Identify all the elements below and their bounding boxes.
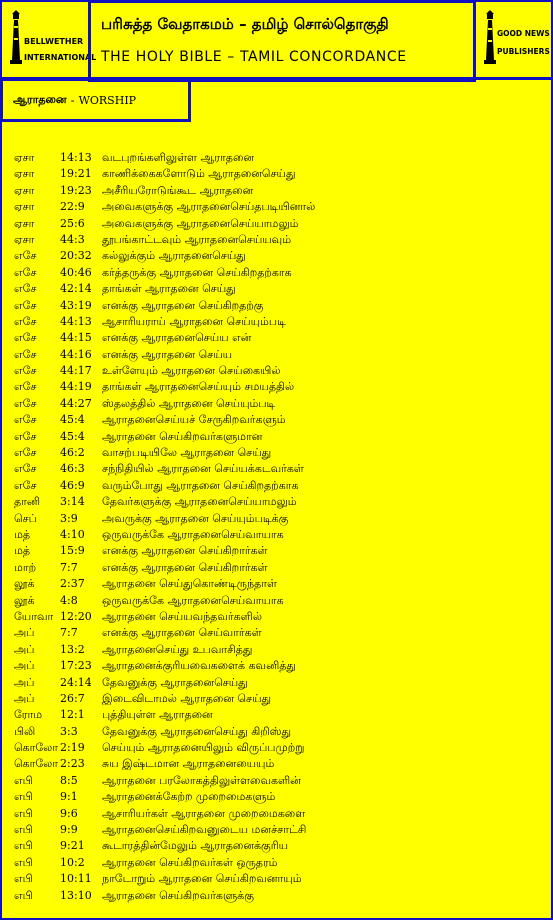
list-item	[0, 576, 553, 592]
verse-text: செய்யும் ஆராதனையிலும் விருப்பமுற்று	[102, 741, 305, 755]
verse-reference: 19:23	[60, 183, 92, 197]
verse-reference: 24:14	[60, 675, 92, 689]
book-name: ரோம	[14, 708, 43, 722]
book-name: எபி	[14, 855, 33, 869]
verse-reference: 22:9	[60, 200, 85, 214]
book-name: எபி	[14, 888, 33, 902]
title-box	[88, 0, 476, 82]
verse-reference: 44:19	[60, 380, 92, 394]
list-item	[0, 543, 553, 559]
book-name: எபி	[14, 790, 33, 804]
list-item	[0, 494, 553, 510]
title-tamil: பரிசுத்த வேதாகமம் – தமிழ் சொல்தொகுதி	[101, 15, 389, 33]
book-name: மத்	[14, 544, 31, 558]
verse-text: சந்நிதியில் ஆராதனை செய்யக்கடவர்கள்	[102, 462, 304, 476]
book-name: எசே	[14, 380, 37, 394]
verse-reference: 4:10	[60, 527, 85, 541]
book-name: அப்	[14, 659, 35, 673]
list-item	[0, 150, 553, 166]
list-item	[0, 265, 553, 281]
verse-text: தாங்கள் ஆராதனை செய்து	[102, 282, 236, 296]
book-name: தானி	[14, 495, 41, 509]
list-item	[0, 314, 553, 330]
verse-reference: 7:7	[60, 560, 78, 574]
verse-text: ஆராதனை பரலோகத்திலுள்ளவைகளின்	[102, 773, 301, 787]
verse-reference: 9:9	[60, 823, 78, 837]
book-name: யோவா	[14, 609, 54, 623]
book-name: கொலோ	[14, 757, 59, 771]
book-name: எசே	[14, 462, 37, 476]
verse-reference: 17:23	[60, 659, 92, 673]
list-item	[0, 396, 553, 412]
verse-text: வாசற்படியிலே ஆராதனை செய்து	[102, 446, 272, 460]
verse-reference: 44:3	[60, 232, 85, 246]
title-english: THE HOLY BIBLE – TAMIL CONCORDANCE	[101, 49, 407, 65]
list-item	[0, 511, 553, 527]
list-item	[0, 166, 553, 182]
book-name: அப்	[14, 675, 35, 689]
verse-text: தேவனுக்கு ஆராதனைசெய்து	[102, 675, 248, 689]
verse-reference: 9:21	[60, 839, 85, 853]
list-item	[0, 478, 553, 494]
list-item	[0, 756, 553, 772]
book-name: மாற்	[14, 560, 37, 574]
list-item	[0, 298, 553, 314]
verse-text: காணிக்கைகளோடும் ஆராதனைசெய்து	[102, 167, 296, 181]
verse-reference: 10:11	[60, 872, 92, 886]
verse-text: கூடாரத்தின்மேலும் ஆராதனைக்குரிய	[102, 839, 289, 853]
list-item	[0, 199, 553, 215]
verse-reference: 45:4	[60, 429, 85, 443]
list-item	[0, 429, 553, 445]
verse-text: ஆசாரியர்கள் ஆராதனை முறைமைகளை	[102, 806, 306, 820]
book-name: எசே	[14, 314, 37, 328]
book-name: அப்	[14, 626, 35, 640]
verse-text: அவைகளுக்கு ஆராதனைசெய்தபடியினால்	[102, 200, 316, 214]
verse-reference: 3:3	[60, 724, 78, 738]
verse-reference: 43:19	[60, 298, 92, 312]
section-heading	[0, 78, 191, 122]
list-item	[0, 724, 553, 740]
verse-text: ஒருவருக்கே ஆராதனைசெய்வாயாக	[102, 527, 284, 541]
book-name: செப்	[14, 511, 37, 525]
list-item	[0, 593, 553, 609]
verse-text: எனக்கு ஆராதனை செய்கிறார்கள்	[102, 544, 268, 558]
verse-text: அசீரியரோடுங்கூட ஆராதனை	[102, 183, 254, 197]
verse-reference: 13:10	[60, 888, 92, 902]
book-name: ஏசா	[14, 167, 35, 181]
verse-text: உள்ளேயும் ஆராதனை செய்கையில்	[102, 364, 281, 378]
good-news-logo	[477, 2, 549, 76]
book-name: எசே	[14, 429, 37, 443]
verse-text: கல்லுக்கும் ஆராதனைசெய்து	[102, 249, 246, 263]
list-item	[0, 625, 553, 641]
list-item	[0, 642, 553, 658]
verse-text: வடபுறங்களிலுள்ள ஆராதனை	[102, 151, 255, 164]
verse-text: தேவனுக்கு ஆராதனைசெய்து கிறிஸ்து	[102, 724, 292, 738]
verse-reference: 8:5	[60, 773, 78, 787]
list-item	[0, 232, 553, 248]
verse-reference: 44:17	[60, 364, 92, 378]
verse-reference: 46:9	[60, 478, 85, 492]
book-name: எசே	[14, 396, 37, 410]
book-name: எபி	[14, 823, 33, 837]
verse-reference: 3:14	[60, 495, 85, 509]
verse-text: ஆராதனை செய்கிறவர்களுக்கு	[102, 888, 254, 902]
lighthouse-icon	[4, 4, 97, 74]
concordance-list	[0, 150, 553, 904]
verse-text: ஸ்தலத்தில் ஆராதனை செய்யும்படி	[102, 396, 276, 410]
verse-text: வரும்போது ஆராதனை செய்கிறதற்காக	[102, 478, 299, 492]
book-name: ஏசா	[14, 216, 35, 230]
book-name: எசே	[14, 347, 37, 361]
verse-text: ஆராதனைக்குரியவைகளைக் கவனித்து	[102, 659, 296, 673]
list-item	[0, 527, 553, 543]
bellwether-logo	[2, 2, 97, 76]
verse-reference: 2:19	[60, 741, 85, 755]
book-name: லூக்	[14, 577, 35, 591]
list-item	[0, 707, 553, 723]
verse-reference: 45:4	[60, 413, 85, 427]
list-item	[0, 658, 553, 674]
verse-reference: 10:2	[60, 855, 85, 869]
list-item	[0, 806, 553, 822]
book-name: லூக்	[14, 593, 35, 607]
verse-text: ஆராதனை செய்கிறவர்கள் ஒருதரம்	[102, 855, 278, 869]
verse-text: எனக்கு ஆராதனை செய்கிறதற்கு	[102, 298, 264, 312]
verse-text: ஆராதனைசெய்யச் சேருகிறவர்களும்	[102, 413, 286, 427]
book-name: எபி	[14, 773, 33, 787]
book-name: அப்	[14, 691, 35, 705]
list-item	[0, 675, 553, 691]
book-name: எபி	[14, 806, 33, 820]
verse-reference: 3:9	[60, 511, 78, 525]
list-item	[0, 379, 553, 395]
book-name: எபி	[14, 872, 33, 886]
list-item	[0, 347, 553, 363]
book-name: ஏசா	[14, 183, 35, 197]
verse-reference: 46:3	[60, 462, 85, 476]
list-item	[0, 560, 553, 576]
verse-text: ஆராதனைசெய்கிறவனுடைய மனச்சாட்சி	[102, 823, 307, 837]
list-item	[0, 691, 553, 707]
verse-text: ஆராதனைக்கேற்ற முறைமைகளும்	[102, 790, 276, 804]
verse-reference: 44:27	[60, 396, 92, 410]
verse-text: அவருக்கு ஆராதனை செய்யும்படிக்கு	[102, 511, 289, 525]
list-item	[0, 412, 553, 428]
logo-left-line1: BELLWETHER	[24, 37, 84, 46]
verse-reference: 20:32	[60, 249, 92, 263]
section-title-tamil: ஆராதனை	[13, 92, 67, 106]
list-item	[0, 281, 553, 297]
book-name: ஏசா	[14, 232, 35, 246]
logo-right-line1: GOOD NEWS	[497, 29, 550, 38]
section-title-english: WORSHIP	[78, 93, 137, 107]
book-name: எசே	[14, 298, 37, 312]
verse-reference: 9:6	[60, 806, 78, 820]
verse-reference: 19:21	[60, 167, 92, 181]
verse-reference: 15:9	[60, 544, 85, 558]
verse-text: இடைவிடாமல் ஆராதனை செய்து	[102, 691, 272, 705]
book-name: அப்	[14, 642, 35, 656]
list-item	[0, 330, 553, 346]
verse-reference: 44:16	[60, 347, 92, 361]
verse-text: தேவர்களுக்கு ஆராதனைசெய்யாமலும்	[102, 495, 297, 509]
book-name: எபி	[14, 839, 33, 853]
list-item	[0, 461, 553, 477]
verse-reference: 7:7	[60, 626, 78, 640]
list-item	[0, 871, 553, 887]
book-name: எசே	[14, 446, 37, 460]
list-item	[0, 855, 553, 871]
verse-text: எனக்கு ஆராதனைசெய்ய என்	[102, 331, 252, 345]
verse-text: எனக்கு ஆராதனை செய்கிறார்கள்	[102, 560, 268, 574]
verse-reference: 13:2	[60, 642, 85, 656]
verse-text: புத்தியுள்ள ஆராதனை	[102, 708, 213, 722]
book-name: எசே	[14, 331, 37, 345]
verse-reference: 44:13	[60, 314, 92, 328]
book-name: பிலி	[14, 724, 36, 738]
verse-text: கர்த்தருக்கு ஆராதனை செய்கிறதற்காக	[102, 265, 292, 279]
book-name: ஏசா	[14, 151, 35, 164]
verse-reference: 12:20	[60, 609, 92, 623]
list-item	[0, 216, 553, 232]
list-item	[0, 822, 553, 838]
verse-reference: 46:2	[60, 446, 85, 460]
list-item	[0, 183, 553, 199]
list-item	[0, 609, 553, 625]
verse-text: சுய இஷ்டமான ஆராதனையையும்	[102, 757, 275, 771]
verse-reference: 9:1	[60, 790, 78, 804]
verse-text: ஆராதனை செய்கிறவர்களுமான	[102, 429, 263, 443]
verse-reference: 2:37	[60, 577, 85, 591]
verse-text: ஆராதனை செய்யவந்தவர்களில்	[102, 609, 262, 623]
book-name: மத்	[14, 527, 31, 541]
book-name: எசே	[14, 413, 37, 427]
list-item	[0, 248, 553, 264]
book-name: எசே	[14, 265, 37, 279]
verse-text: ஆராதனை செய்துகொண்டிருந்தாள்	[102, 577, 277, 591]
book-name: ஏசா	[14, 200, 35, 214]
verse-reference: 42:14	[60, 282, 92, 296]
verse-reference: 25:6	[60, 216, 85, 230]
book-name: எசே	[14, 478, 37, 492]
verse-text: எனக்கு ஆராதனை செய்ய	[102, 347, 233, 361]
verse-text: எனக்கு ஆராதனை செய்வார்கள்	[102, 626, 262, 640]
verse-text: நாடோறும் ஆராதனை செய்கிறவனாயும்	[102, 872, 302, 886]
verse-text: ஆசாரியராய் ஆராதனை செய்யும்படி	[102, 314, 286, 328]
list-item	[0, 740, 553, 756]
verse-text: தாங்கள் ஆராதனைசெய்யும் சமயத்தில்	[102, 380, 295, 394]
list-item	[0, 838, 553, 854]
list-item	[0, 789, 553, 805]
book-name: எசே	[14, 282, 37, 296]
verse-reference: 2:23	[60, 757, 85, 771]
logo-left-line2: INTERNATIONAL	[24, 53, 97, 62]
book-name: எசே	[14, 364, 37, 378]
section-separator: -	[70, 93, 75, 107]
list-item	[0, 773, 553, 789]
verse-reference: 14:13	[60, 151, 92, 164]
verse-reference: 40:46	[60, 265, 92, 279]
verse-text: தூபங்காட்டவும் ஆராதனைசெய்யவும்	[102, 232, 292, 246]
list-item	[0, 363, 553, 379]
verse-text: ஒருவருக்கே ஆராதனைசெய்வாயாக	[102, 593, 284, 607]
verse-reference: 4:8	[60, 593, 78, 607]
book-name: கொலோ	[14, 741, 59, 755]
lighthouse-icon	[478, 4, 548, 74]
verse-text: அவைகளுக்கு ஆராதனைசெய்யாமலும்	[102, 216, 299, 230]
verse-text: ஆராதனைசெய்து உபவாசித்து	[102, 642, 253, 656]
list-item	[0, 888, 553, 904]
list-item	[0, 445, 553, 461]
logo-right-line2: PUBLISHERS	[497, 47, 550, 56]
book-name: எசே	[14, 249, 37, 263]
verse-reference: 44:15	[60, 331, 92, 345]
verse-reference: 12:1	[60, 708, 85, 722]
verse-reference: 26:7	[60, 691, 85, 705]
